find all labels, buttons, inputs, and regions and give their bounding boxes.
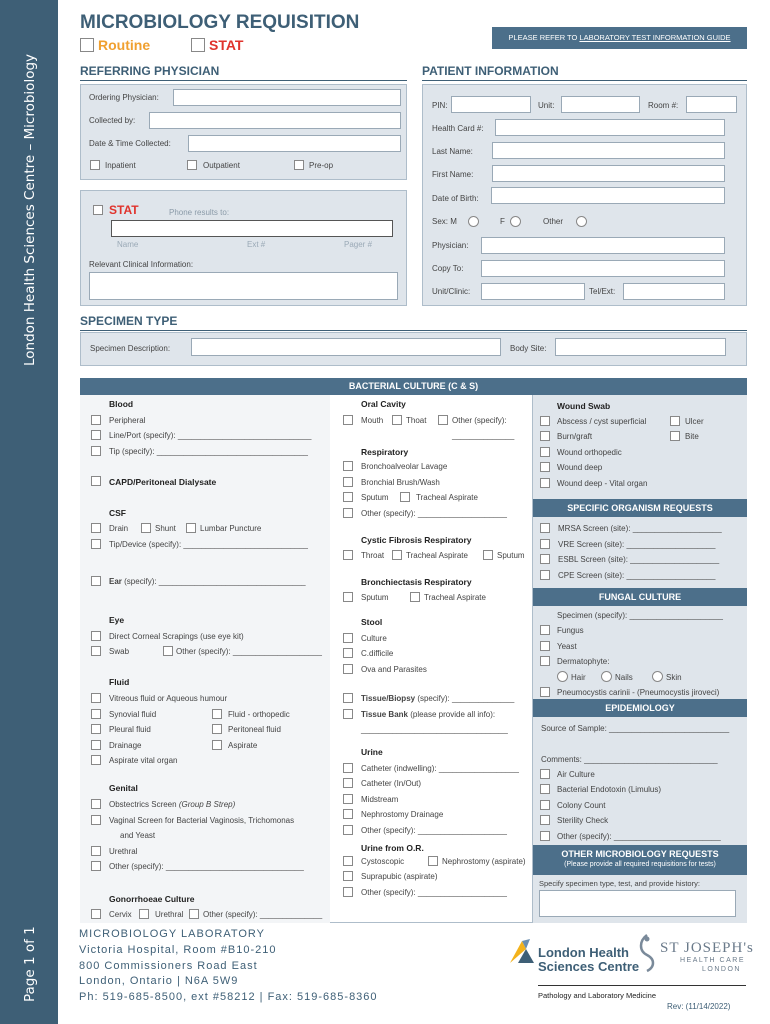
aspirate-label: Aspirate xyxy=(228,741,258,750)
wound-vital-checkbox[interactable] xyxy=(540,478,550,488)
peripheral-label: Peripheral xyxy=(109,416,146,425)
mrsa-label: MRSA Screen (site): ____________________ xyxy=(558,524,722,533)
epi-other-label: Other (specify): ________________________ xyxy=(557,832,721,841)
obstetrics-checkbox[interactable] xyxy=(91,799,101,809)
brush-label: Bronchial Brush/Wash xyxy=(361,478,440,487)
footer-phone: Ph: 519-685-8500, ext #58212 | Fax: 519-685-8360 xyxy=(79,991,378,1003)
resp-other-label: Other (specify): ____________________ xyxy=(361,509,507,518)
physician-input[interactable] xyxy=(481,237,725,254)
midstream-checkbox[interactable] xyxy=(343,794,353,804)
air-label: Air Culture xyxy=(557,770,595,779)
cf-heading: Cystic Fibrosis Respiratory xyxy=(361,535,472,545)
mouth-label: Mouth xyxy=(361,416,384,425)
epi-source-label: Source of Sample: ___________________________ xyxy=(541,724,730,733)
synovial-checkbox[interactable] xyxy=(91,709,101,719)
cath-out-checkbox[interactable] xyxy=(343,778,353,788)
abscess-checkbox[interactable] xyxy=(540,416,550,426)
urine-heading: Urine xyxy=(361,747,383,757)
datetime-input[interactable] xyxy=(188,135,401,152)
hair-radio[interactable] xyxy=(557,671,568,682)
tip-label: Tip (specify): __________________________________ xyxy=(109,447,308,456)
cpe-checkbox[interactable] xyxy=(540,570,550,580)
sex-other-radio[interactable] xyxy=(576,216,587,227)
omr-specify-label: Specify specimen type, test, and provide history: xyxy=(539,879,700,888)
room-input[interactable] xyxy=(686,96,737,113)
bal-checkbox[interactable] xyxy=(343,461,353,471)
colony-checkbox[interactable] xyxy=(540,800,550,810)
resp-heading: Respiratory xyxy=(361,447,409,457)
skin-label: Skin xyxy=(666,673,682,682)
g-other-checkbox[interactable] xyxy=(189,909,199,919)
shunt-label: Shunt xyxy=(155,524,176,533)
vitreous-label: Vitreous fluid or Aqueous humour xyxy=(109,694,228,703)
urethral-label: Urethral xyxy=(109,847,138,856)
divider xyxy=(532,395,533,923)
cervix-label: Cervix xyxy=(109,910,132,919)
tip-checkbox[interactable] xyxy=(91,446,101,456)
sputum-label: Sputum xyxy=(361,493,389,502)
throat-label: Thoat xyxy=(406,416,427,425)
ordering-input[interactable] xyxy=(173,89,401,106)
cath-out-label: Catheter (In/Out) xyxy=(361,779,422,788)
ear-heading: Ear xyxy=(109,577,122,586)
urethral-checkbox[interactable] xyxy=(91,846,101,856)
pneumo-checkbox[interactable] xyxy=(540,687,550,697)
outpatient-label: Outpatient xyxy=(203,161,240,170)
fluid-ortho-checkbox[interactable] xyxy=(212,709,222,719)
or-other-label: Other (specify): ____________________ xyxy=(361,888,507,897)
lastname-input[interactable] xyxy=(492,142,725,159)
neph-asp-label: Nephrostomy (aspirate) xyxy=(442,857,526,866)
footer-hospital: Victoria Hospital, Room #B10-210 xyxy=(79,944,277,956)
wound-deep-label: Wound deep xyxy=(557,463,603,472)
br-tracheal-label: Tracheal Aspirate xyxy=(424,593,486,602)
peripheral-checkbox[interactable] xyxy=(91,415,101,425)
eye-swab-label: Swab xyxy=(109,647,130,656)
suprapubic-checkbox[interactable] xyxy=(343,871,353,881)
cf-sputum-checkbox[interactable] xyxy=(483,550,493,560)
tipdevice-label: Tip/Device (specify): ____________________________ xyxy=(109,540,308,549)
lineport-label: Line/Port (specify): ______________________________ xyxy=(109,431,312,440)
stool-heading: Stool xyxy=(361,617,383,627)
phone-results-input[interactable] xyxy=(111,220,393,237)
stat-panel xyxy=(80,190,407,306)
st-joseph-name: ST JOSEPH's xyxy=(660,940,754,956)
clinical-input[interactable] xyxy=(89,272,398,300)
bacterial-culture-bar: BACTERIAL CULTURE (C & S) xyxy=(80,378,747,395)
gono-heading: Gonorrhoeae Culture xyxy=(109,894,195,904)
specimen-panel xyxy=(80,332,747,366)
g-other-label: Other (specify): ______________ xyxy=(203,910,323,919)
name-hint: Name xyxy=(117,240,139,249)
cf-tracheal-checkbox[interactable] xyxy=(392,550,402,560)
tbank-checkbox[interactable] xyxy=(343,709,353,719)
specimen-heading: SPECIMEN TYPE xyxy=(80,314,178,328)
sputum-checkbox[interactable] xyxy=(343,492,353,502)
gbs-text: (Group B Strep) xyxy=(178,800,236,809)
ext-hint: Ext # xyxy=(247,240,266,249)
telext-input[interactable] xyxy=(623,283,725,300)
ova-label: Ova and Parasites xyxy=(361,665,427,674)
bronchi-heading: Bronchiectasis Respiratory xyxy=(361,577,472,587)
neph-asp-checkbox[interactable] xyxy=(428,856,438,866)
nephro-checkbox[interactable] xyxy=(343,809,353,819)
cdiff-label: C.difficile xyxy=(361,649,394,658)
cf-sputum-label: Sputum xyxy=(497,551,525,560)
blood-heading: Blood xyxy=(109,399,134,409)
aspvital-label: Aspirate vital organ xyxy=(109,756,178,765)
tracheal-label: Tracheal Aspirate xyxy=(416,493,478,502)
cysto-label: Cystoscopic xyxy=(361,857,405,866)
drainage-label: Drainage xyxy=(109,741,142,750)
unit-input[interactable] xyxy=(561,96,640,113)
inpatient-label: Inpatient xyxy=(105,161,136,170)
fungus-label: Fungus xyxy=(557,626,584,635)
g-urethral-checkbox[interactable] xyxy=(139,909,149,919)
obstetrics-text: Obstectrics Screen xyxy=(109,800,179,809)
healthcard-input[interactable] xyxy=(495,119,725,136)
datetime-label: Date & Time Collected: xyxy=(89,139,171,148)
vre-checkbox[interactable] xyxy=(540,539,550,549)
physician-label: Physician: xyxy=(432,241,469,250)
sex-m-label: Sex: M xyxy=(432,217,457,226)
pin-label: PIN: xyxy=(432,101,448,110)
patient-heading: PATIENT INFORMATION xyxy=(422,64,559,78)
midstream-label: Midstream xyxy=(361,795,399,804)
lastname-label: Last Name: xyxy=(432,147,473,156)
refer-prefix: PLEASE REFER TO xyxy=(508,33,580,42)
sidebar-page-label: Page 1 of 1 xyxy=(22,926,38,1002)
tissue-specify: (specify): ______________ xyxy=(415,694,515,703)
burn-checkbox[interactable] xyxy=(540,431,550,441)
shunt-checkbox[interactable] xyxy=(141,523,151,533)
eye-other-checkbox[interactable] xyxy=(163,646,173,656)
peritoneal-label: Peritoneal fluid xyxy=(228,725,281,734)
tissue-label xyxy=(361,694,514,703)
tissue-checkbox[interactable] xyxy=(343,693,353,703)
vaginal-label: Vaginal Screen for Bacterial Vaginosis, Trichomonas xyxy=(109,816,295,825)
suprapubic-label: Suprapubic (aspirate) xyxy=(361,872,438,881)
vitreous-checkbox[interactable] xyxy=(91,693,101,703)
divider xyxy=(538,985,746,986)
collected-label: Collected by: xyxy=(89,116,136,125)
wound-vital-label: Wound deep - Vital organ xyxy=(557,479,648,488)
epi-comments-label: Comments: ______________________________ xyxy=(541,755,718,764)
brush-checkbox[interactable] xyxy=(343,477,353,487)
genital-other-label: Other (specify): _______________________________ xyxy=(109,862,304,871)
capd-checkbox[interactable] xyxy=(91,476,101,486)
nails-radio[interactable] xyxy=(601,671,612,682)
sidebar-dept-label: London Health Sciences Centre – Microbiology xyxy=(22,53,38,366)
csf-heading: CSF xyxy=(109,508,126,518)
corneal-label: Direct Corneal Scrapings (use eye kit) xyxy=(109,632,244,641)
wound-ortho-label: Wound orthopedic xyxy=(557,448,622,457)
cf-throat-label: Throat xyxy=(361,551,385,560)
referring-panel xyxy=(80,84,407,180)
eye-other-label: Other (specify): ____________________ xyxy=(176,647,322,656)
tbank-line: _________________________________ xyxy=(361,725,508,734)
endotoxin-label: Bacterial Endotoxin (Limulus) xyxy=(557,785,662,794)
revision-label: Rev: (11/14/2022) xyxy=(667,1002,731,1011)
bodysite-input[interactable] xyxy=(555,338,726,356)
sterility-label: Sterility Check xyxy=(557,816,609,825)
abscess-label: Abscess / cyst superficial xyxy=(557,417,647,426)
mouth-checkbox[interactable] xyxy=(343,415,353,425)
nephro-label: Nephrostomy Drainage xyxy=(361,810,444,819)
unitclinic-label: Unit/Clinic: xyxy=(432,287,471,296)
br-tracheal-checkbox[interactable] xyxy=(410,592,420,602)
burn-label: Burn/graft xyxy=(557,432,593,441)
stat-phone-label: STAT xyxy=(109,203,139,217)
sex-f-radio[interactable] xyxy=(510,216,521,227)
oral-other-label: Other (specify): xyxy=(452,416,507,425)
genital-heading: Genital xyxy=(109,783,138,793)
collected-input[interactable] xyxy=(149,112,401,129)
pager-hint: Pager # xyxy=(344,240,373,249)
bite-label: Bite xyxy=(685,432,699,441)
oral-other-checkbox[interactable] xyxy=(438,415,448,425)
inpatient-checkbox[interactable] xyxy=(90,160,100,170)
ordering-label: Ordering Physician: xyxy=(89,93,159,102)
room-label: Room #: xyxy=(648,101,679,110)
tbank-note: (please provide all info): xyxy=(407,710,496,719)
footer-address: 800 Commissioners Road East xyxy=(79,960,258,972)
st-joseph-logo-icon xyxy=(636,933,658,973)
healthcard-label: Health Card #: xyxy=(432,124,484,133)
lhsc-logo-text xyxy=(538,946,639,974)
ulcer-checkbox[interactable] xyxy=(670,416,680,426)
divider xyxy=(80,330,747,331)
copyto-label: Copy To: xyxy=(432,264,464,273)
bodysite-label: Body Site: xyxy=(510,344,547,353)
plm-label: Pathology and Laboratory Medicine xyxy=(538,991,656,1000)
eye-swab-checkbox[interactable] xyxy=(91,646,101,656)
vaginal-checkbox[interactable] xyxy=(91,815,101,825)
ulcer-label: Ulcer xyxy=(685,417,704,426)
pleural-checkbox[interactable] xyxy=(91,724,101,734)
ear-label xyxy=(109,577,306,586)
oral-heading: Oral Cavity xyxy=(361,399,406,409)
tipdevice-checkbox[interactable] xyxy=(91,539,101,549)
synovial-label: Synovial fluid xyxy=(109,710,157,719)
fungus-checkbox[interactable] xyxy=(540,625,550,635)
pin-input[interactable] xyxy=(451,96,531,113)
aspirate-checkbox[interactable] xyxy=(212,740,222,750)
lumbar-checkbox[interactable] xyxy=(186,523,196,533)
eye-heading: Eye xyxy=(109,615,125,625)
fungal-bar: FUNGAL CULTURE xyxy=(533,588,747,606)
footer-lab: MICROBIOLOGY LABORATORY xyxy=(79,928,266,940)
phone-results-label: Phone results to: xyxy=(169,208,230,217)
colony-label: Colony Count xyxy=(557,801,606,810)
nails-label: Nails xyxy=(615,673,633,682)
firstname-label: First Name: xyxy=(432,170,474,179)
air-checkbox[interactable] xyxy=(540,769,550,779)
sex-m-radio[interactable] xyxy=(468,216,479,227)
cervix-checkbox[interactable] xyxy=(91,909,101,919)
corneal-checkbox[interactable] xyxy=(91,631,101,641)
cpe-label: CPE Screen (site): ____________________ xyxy=(558,571,716,580)
cf-throat-checkbox[interactable] xyxy=(343,550,353,560)
br-sputum-label: Sputum xyxy=(361,593,389,602)
ear-checkbox[interactable] xyxy=(91,576,101,586)
urine-other-label: Other (specify): ____________________ xyxy=(361,826,507,835)
or-heading: Urine from O.R. xyxy=(361,843,424,853)
patient-panel xyxy=(422,84,747,306)
unit-label: Unit: xyxy=(538,101,555,110)
vaginal-label-2: and Yeast xyxy=(120,831,156,840)
omr-title: OTHER MICROBIOLOGY REQUESTS xyxy=(561,849,719,859)
dob-label: Date of Birth: xyxy=(432,194,479,203)
unitclinic-input[interactable] xyxy=(481,283,585,300)
preop-checkbox[interactable] xyxy=(294,160,304,170)
outpatient-checkbox[interactable] xyxy=(187,160,197,170)
tissue-heading: Tissue/Biopsy xyxy=(361,694,416,703)
resp-other-checkbox[interactable] xyxy=(343,508,353,518)
tbank-heading: Tissue Bank xyxy=(361,710,408,719)
pleural-label: Pleural fluid xyxy=(109,725,151,734)
bc-col1-bg xyxy=(80,395,330,923)
cath-in-checkbox[interactable] xyxy=(343,763,353,773)
copyto-input[interactable] xyxy=(481,260,725,277)
st-joseph-london: LONDON xyxy=(702,966,741,973)
drain-label: Drain xyxy=(109,524,129,533)
refer-guide-link[interactable]: LABORATORY TEST INFORMATION GUIDE xyxy=(579,33,731,42)
bal-label: Bronchoalveolar Lavage xyxy=(361,462,448,471)
lineport-checkbox[interactable] xyxy=(91,430,101,440)
refer-banner xyxy=(492,27,747,49)
bite-checkbox[interactable] xyxy=(670,431,680,441)
lhsc-line2: Sciences Centre xyxy=(538,959,640,974)
telext-label: Tel/Ext: xyxy=(589,287,616,296)
preop-label: Pre-op xyxy=(309,161,334,170)
routine-label: Routine xyxy=(98,37,151,53)
ova-checkbox[interactable] xyxy=(343,664,353,674)
culture-label: Culture xyxy=(361,634,387,643)
cath-in-label: Catheter (indwelling): __________________ xyxy=(361,764,519,773)
throat-checkbox[interactable] xyxy=(392,415,402,425)
oral-other-line: ______________ xyxy=(452,431,515,440)
genital-other-checkbox[interactable] xyxy=(91,861,101,871)
culture-checkbox[interactable] xyxy=(343,633,353,643)
fluid-heading: Fluid xyxy=(109,677,130,687)
cdiff-checkbox[interactable] xyxy=(343,648,353,658)
page-title: MICROBIOLOGY REQUISITION xyxy=(80,12,360,33)
vre-label: VRE Screen (site): ____________________ xyxy=(558,540,716,549)
esbl-checkbox[interactable] xyxy=(540,554,550,564)
hair-label: Hair xyxy=(571,673,586,682)
sex-other-label: Other xyxy=(543,217,564,226)
g-urethral-label: Urethral xyxy=(155,910,184,919)
dob-input[interactable] xyxy=(491,187,725,204)
dermato-label: Dermatophyte: xyxy=(557,657,610,666)
esbl-label: ESBL Screen (site): ____________________ xyxy=(558,555,720,564)
dermato-checkbox[interactable] xyxy=(540,656,550,666)
urine-other-checkbox[interactable] xyxy=(343,825,353,835)
specimen-desc-input[interactable] xyxy=(191,338,501,356)
wound-ortho-checkbox[interactable] xyxy=(540,447,550,457)
omr-input[interactable] xyxy=(539,890,736,917)
wound-deep-checkbox[interactable] xyxy=(540,462,550,472)
mrsa-checkbox[interactable] xyxy=(540,523,550,533)
divider xyxy=(80,80,407,81)
sor-bar: SPECIFIC ORGANISM REQUESTS xyxy=(533,499,747,517)
obstetrics-label xyxy=(109,800,235,809)
cysto-checkbox[interactable] xyxy=(343,856,353,866)
omr-sub: (Please provide all required requisitions for tests) xyxy=(564,861,716,868)
lumbar-label: Lumbar Puncture xyxy=(200,524,262,533)
skin-radio[interactable] xyxy=(652,671,663,682)
stat-checkbox[interactable] xyxy=(191,38,205,52)
or-other-checkbox[interactable] xyxy=(343,887,353,897)
routine-checkbox[interactable] xyxy=(80,38,94,52)
firstname-input[interactable] xyxy=(492,165,725,182)
br-sputum-checkbox[interactable] xyxy=(343,592,353,602)
capd-label: CAPD/Peritoneal Dialysate xyxy=(109,477,217,487)
lhsc-line1: London Health xyxy=(538,945,629,960)
lhsc-logo-icon xyxy=(508,937,536,965)
referring-heading: REFERRING PHYSICIAN xyxy=(80,64,220,78)
omr-bar xyxy=(533,845,747,875)
sterility-checkbox[interactable] xyxy=(540,815,550,825)
fluid-ortho-label: Fluid - orthopedic xyxy=(228,710,290,719)
peritoneal-checkbox[interactable] xyxy=(212,724,222,734)
endotoxin-checkbox[interactable] xyxy=(540,784,550,794)
footer-city: London, Ontario | N6A 5W9 xyxy=(79,975,239,987)
fungal-specimen-label: Specimen (specify): _____________________ xyxy=(557,611,723,620)
divider xyxy=(422,80,747,81)
drainage-checkbox[interactable] xyxy=(91,740,101,750)
sidebar xyxy=(0,0,58,1024)
ear-specify: (specify): _________________________________ xyxy=(121,577,306,586)
wound-heading: Wound Swab xyxy=(557,401,611,411)
sex-f-label: F xyxy=(500,217,505,226)
yeast-label: Yeast xyxy=(557,642,577,651)
epi-other-checkbox[interactable] xyxy=(540,831,550,841)
st-joseph-hc: HEALTH CARE xyxy=(680,957,745,964)
aspvital-checkbox[interactable] xyxy=(91,755,101,765)
stat-label: STAT xyxy=(209,37,244,53)
pneumo-label: Pneumocystis carinii - (Pneumocystis jiroveci) xyxy=(557,688,720,697)
clinical-label: Relevant Clinical Information: xyxy=(89,260,194,269)
epi-bar: EPIDEMIOLOGY xyxy=(533,699,747,717)
cf-tracheal-label: Tracheal Aspirate xyxy=(406,551,468,560)
tbank-label xyxy=(361,710,495,719)
tracheal-checkbox[interactable] xyxy=(400,492,410,502)
drain-checkbox[interactable] xyxy=(91,523,101,533)
yeast-checkbox[interactable] xyxy=(540,641,550,651)
specimen-desc-label: Specimen Description: xyxy=(90,344,171,353)
stat-phone-checkbox[interactable] xyxy=(93,205,103,215)
